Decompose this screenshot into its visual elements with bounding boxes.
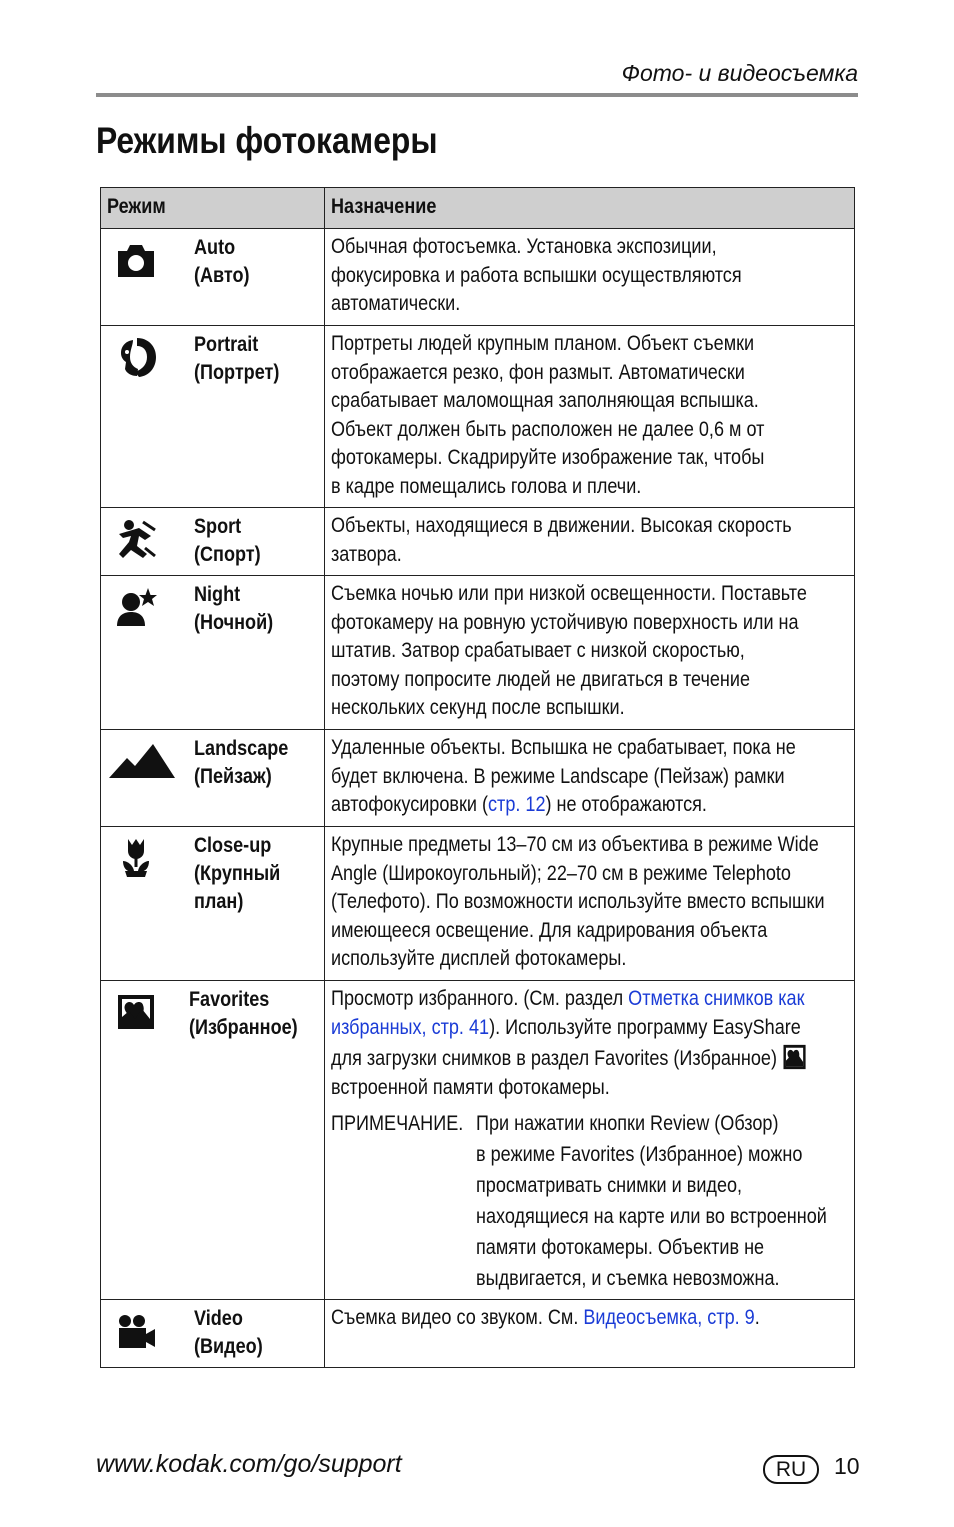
favorites-icon — [115, 991, 157, 1033]
mode-cell-auto — [101, 229, 325, 326]
favorites-tagging-link-page-41[interactable]: избранных, стр. 41 — [331, 1015, 490, 1039]
description-cell-sport: Объекты, находящиеся в движении. Высокая скорость затвора. — [325, 508, 855, 576]
description-cell-favorites: Просмотр избранного. (См. раздел Отметка снимков как избранных, стр. 41). Используйте программу EasyShare для загрузки снимков в раздел Favorites (Избранное) встроенной памяти фотокамеры. ПРИМЕЧАНИЕ. При нажатии кнопки Review (Обзор) в режиме Favorites (Избранное) можно просматривать снимки и видео, находящиеся на карте или во встроенной памяти фотокамеры. Объектив не выдвигается, и съемка невозможна. — [325, 981, 855, 1300]
table-row — [101, 326, 855, 508]
portrait-icon — [115, 336, 157, 378]
table-row — [101, 981, 855, 1300]
mode-cell-sport — [101, 508, 325, 576]
mode-label-closeup: Close-up (Крупный план) — [194, 834, 281, 913]
description-cell-landscape: Удаленные объекты. Вспышка не срабатывает, пока не будет включена. В режиме Landscape (Пейзаж) рамки автофокусировки (стр. 12) не отображаются. — [325, 730, 855, 827]
mode-cell-landscape — [101, 730, 325, 827]
page-12-link[interactable]: стр. 12 — [488, 793, 546, 816]
table-header-row — [101, 188, 855, 229]
table-row — [101, 730, 855, 827]
favorites-tagging-link[interactable]: Отметка снимков как — [628, 987, 805, 1010]
closeup-icon — [115, 837, 157, 879]
favorites-icon — [782, 1042, 808, 1072]
mode-label-portrait: Portrait (Портрет) — [194, 333, 280, 384]
mode-label-sport: Sport (Спорт) — [194, 515, 261, 566]
mode-cell-portrait — [101, 326, 325, 508]
mode-label-landscape: Landscape (Пейзаж) — [194, 737, 289, 788]
mode-cell-night — [101, 576, 325, 730]
note-block — [331, 1108, 848, 1290]
mode-cell-closeup — [101, 827, 325, 981]
note-body: При нажатии кнопки Review (Обзор) в режиме Favorites (Избранное) можно просматривать снимки и видео, находящиеся на карте или во встроенной памяти фотокамеры. Объектив не выдвигается, и съемка невозможна. — [476, 1112, 827, 1290]
video-recording-link[interactable]: Видеосъемка, стр. 9 — [583, 1306, 755, 1329]
description-cell-auto: Обычная фотосъемка. Установка экспозиции, фокусировка и работа вспышки осуществляются автоматически. — [325, 229, 855, 326]
mode-cell-favorites — [101, 981, 325, 1300]
night-icon — [115, 586, 157, 628]
page-number: 10 — [834, 1453, 860, 1479]
sport-icon — [115, 518, 157, 560]
mode-label-night: Night (Ночной) — [194, 583, 274, 634]
camera-icon — [115, 239, 157, 281]
language-badge: RU — [763, 1455, 819, 1484]
description-cell-portrait: Портреты людей крупным планом. Объект съемки отображается резко, фон размыт. Автоматически срабатывает маломощная заполняющая вспышка. Объект должен быть расположен не далее 0,6 м от фотокамеры. Скадрируйте изображение так, чтобы в кадре помещались голова и плечи. — [325, 326, 855, 508]
mode-cell-video — [101, 1300, 325, 1368]
header-rule — [96, 93, 858, 97]
page-title: Режимы фотокамеры — [96, 120, 438, 161]
mode-label-video: Video (Видео) — [194, 1307, 263, 1358]
table-row — [101, 1300, 855, 1368]
column-header-purpose: Назначение — [325, 188, 855, 229]
video-icon — [115, 1310, 157, 1352]
section-title: Фото- и видеосъемка — [621, 60, 858, 86]
mode-label-auto: Auto (Авто) — [194, 236, 250, 287]
landscape-icon — [109, 740, 175, 782]
support-url: www.kodak.com/go/support — [96, 1450, 402, 1478]
table-row — [101, 508, 855, 576]
mode-label-favorites: Favorites (Избранное) — [189, 988, 298, 1039]
table-row — [101, 827, 855, 981]
column-header-mode: Режим — [101, 188, 325, 229]
modes-table — [100, 187, 855, 1368]
table-row — [101, 576, 855, 730]
description-cell-closeup: Крупные предметы 13–70 см из объектива в режиме Wide Angle (Широкоугольный); 22–70 см в режиме Telephoto (Телефото). По возможности используйте вместо вспышки имеющееся освещение. Для кадрирования объекта используйте дисплей фотокамеры. — [325, 827, 855, 981]
table-row — [101, 229, 855, 326]
description-cell-night: Съемка ночью или при низкой освещенности. Поставьте фотокамеру на ровную устойчивую поверхность или на штатив. Затвор срабатывает с низкой скоростью, поэтому попросите людей не двигаться в течение нескольких секунд после вспышки. — [325, 576, 855, 730]
note-lead: ПРИМЕЧАНИЕ. — [331, 1112, 464, 1135]
description-cell-video: Съемка видео со звуком. См. Видеосъемка, стр. 9. — [325, 1300, 855, 1368]
